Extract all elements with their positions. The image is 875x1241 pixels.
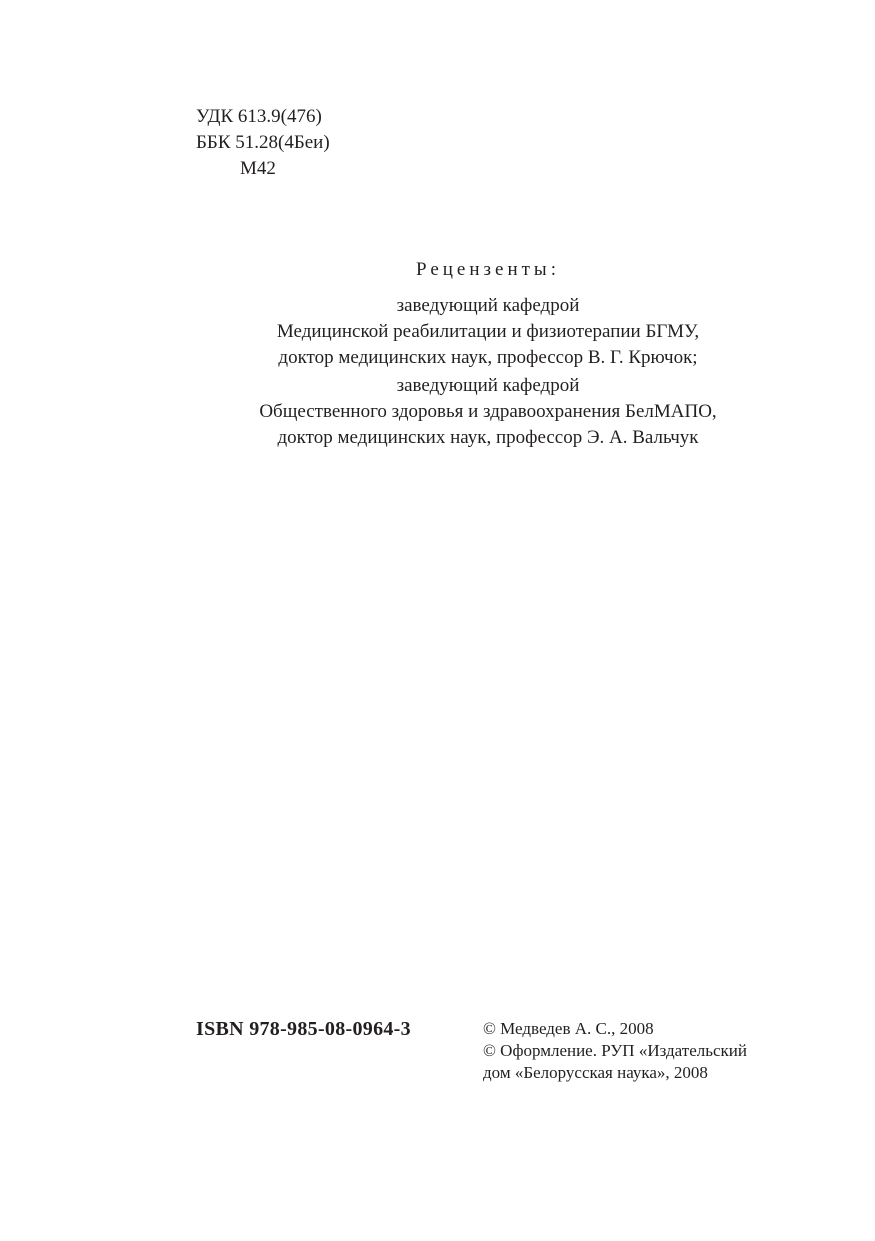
reviewer-department: Общественного здоровья и здравоохранения БелМАПО, xyxy=(259,401,717,422)
copyright-author: © Медведев А. С., 2008 xyxy=(483,1019,654,1038)
reviewer-2 xyxy=(196,373,780,451)
classification-block xyxy=(196,104,330,182)
copyright-design: © Оформление. РУП «Издательский xyxy=(483,1041,747,1060)
bbk-code: ББК 51.28(4Беи) xyxy=(196,132,330,153)
isbn-number: ISBN 978-985-08-0964-3 xyxy=(196,1018,411,1040)
author-mark: М42 xyxy=(240,158,276,179)
copyright-publisher: дом «Белорусская наука», 2008 xyxy=(483,1063,708,1082)
reviewer-credentials: доктор медицинских наук, профессор В. Г. Крючок; xyxy=(278,347,698,368)
reviewers-heading: Рецензенты: xyxy=(416,259,560,280)
udk-code: УДК 613.9(476) xyxy=(196,106,322,127)
reviewer-position: заведующий кафедрой xyxy=(396,375,580,396)
reviewer-department: Медицинской реабилитации и физиотерапии БГМУ, xyxy=(276,321,700,342)
reviewer-1 xyxy=(196,293,780,371)
reviewer-credentials: доктор медицинских наук, профессор Э. А. Вальчук xyxy=(277,427,699,448)
copyright-block xyxy=(483,1018,747,1084)
reviewers-section xyxy=(196,257,780,453)
reviewer-position: заведующий кафедрой xyxy=(396,295,580,316)
